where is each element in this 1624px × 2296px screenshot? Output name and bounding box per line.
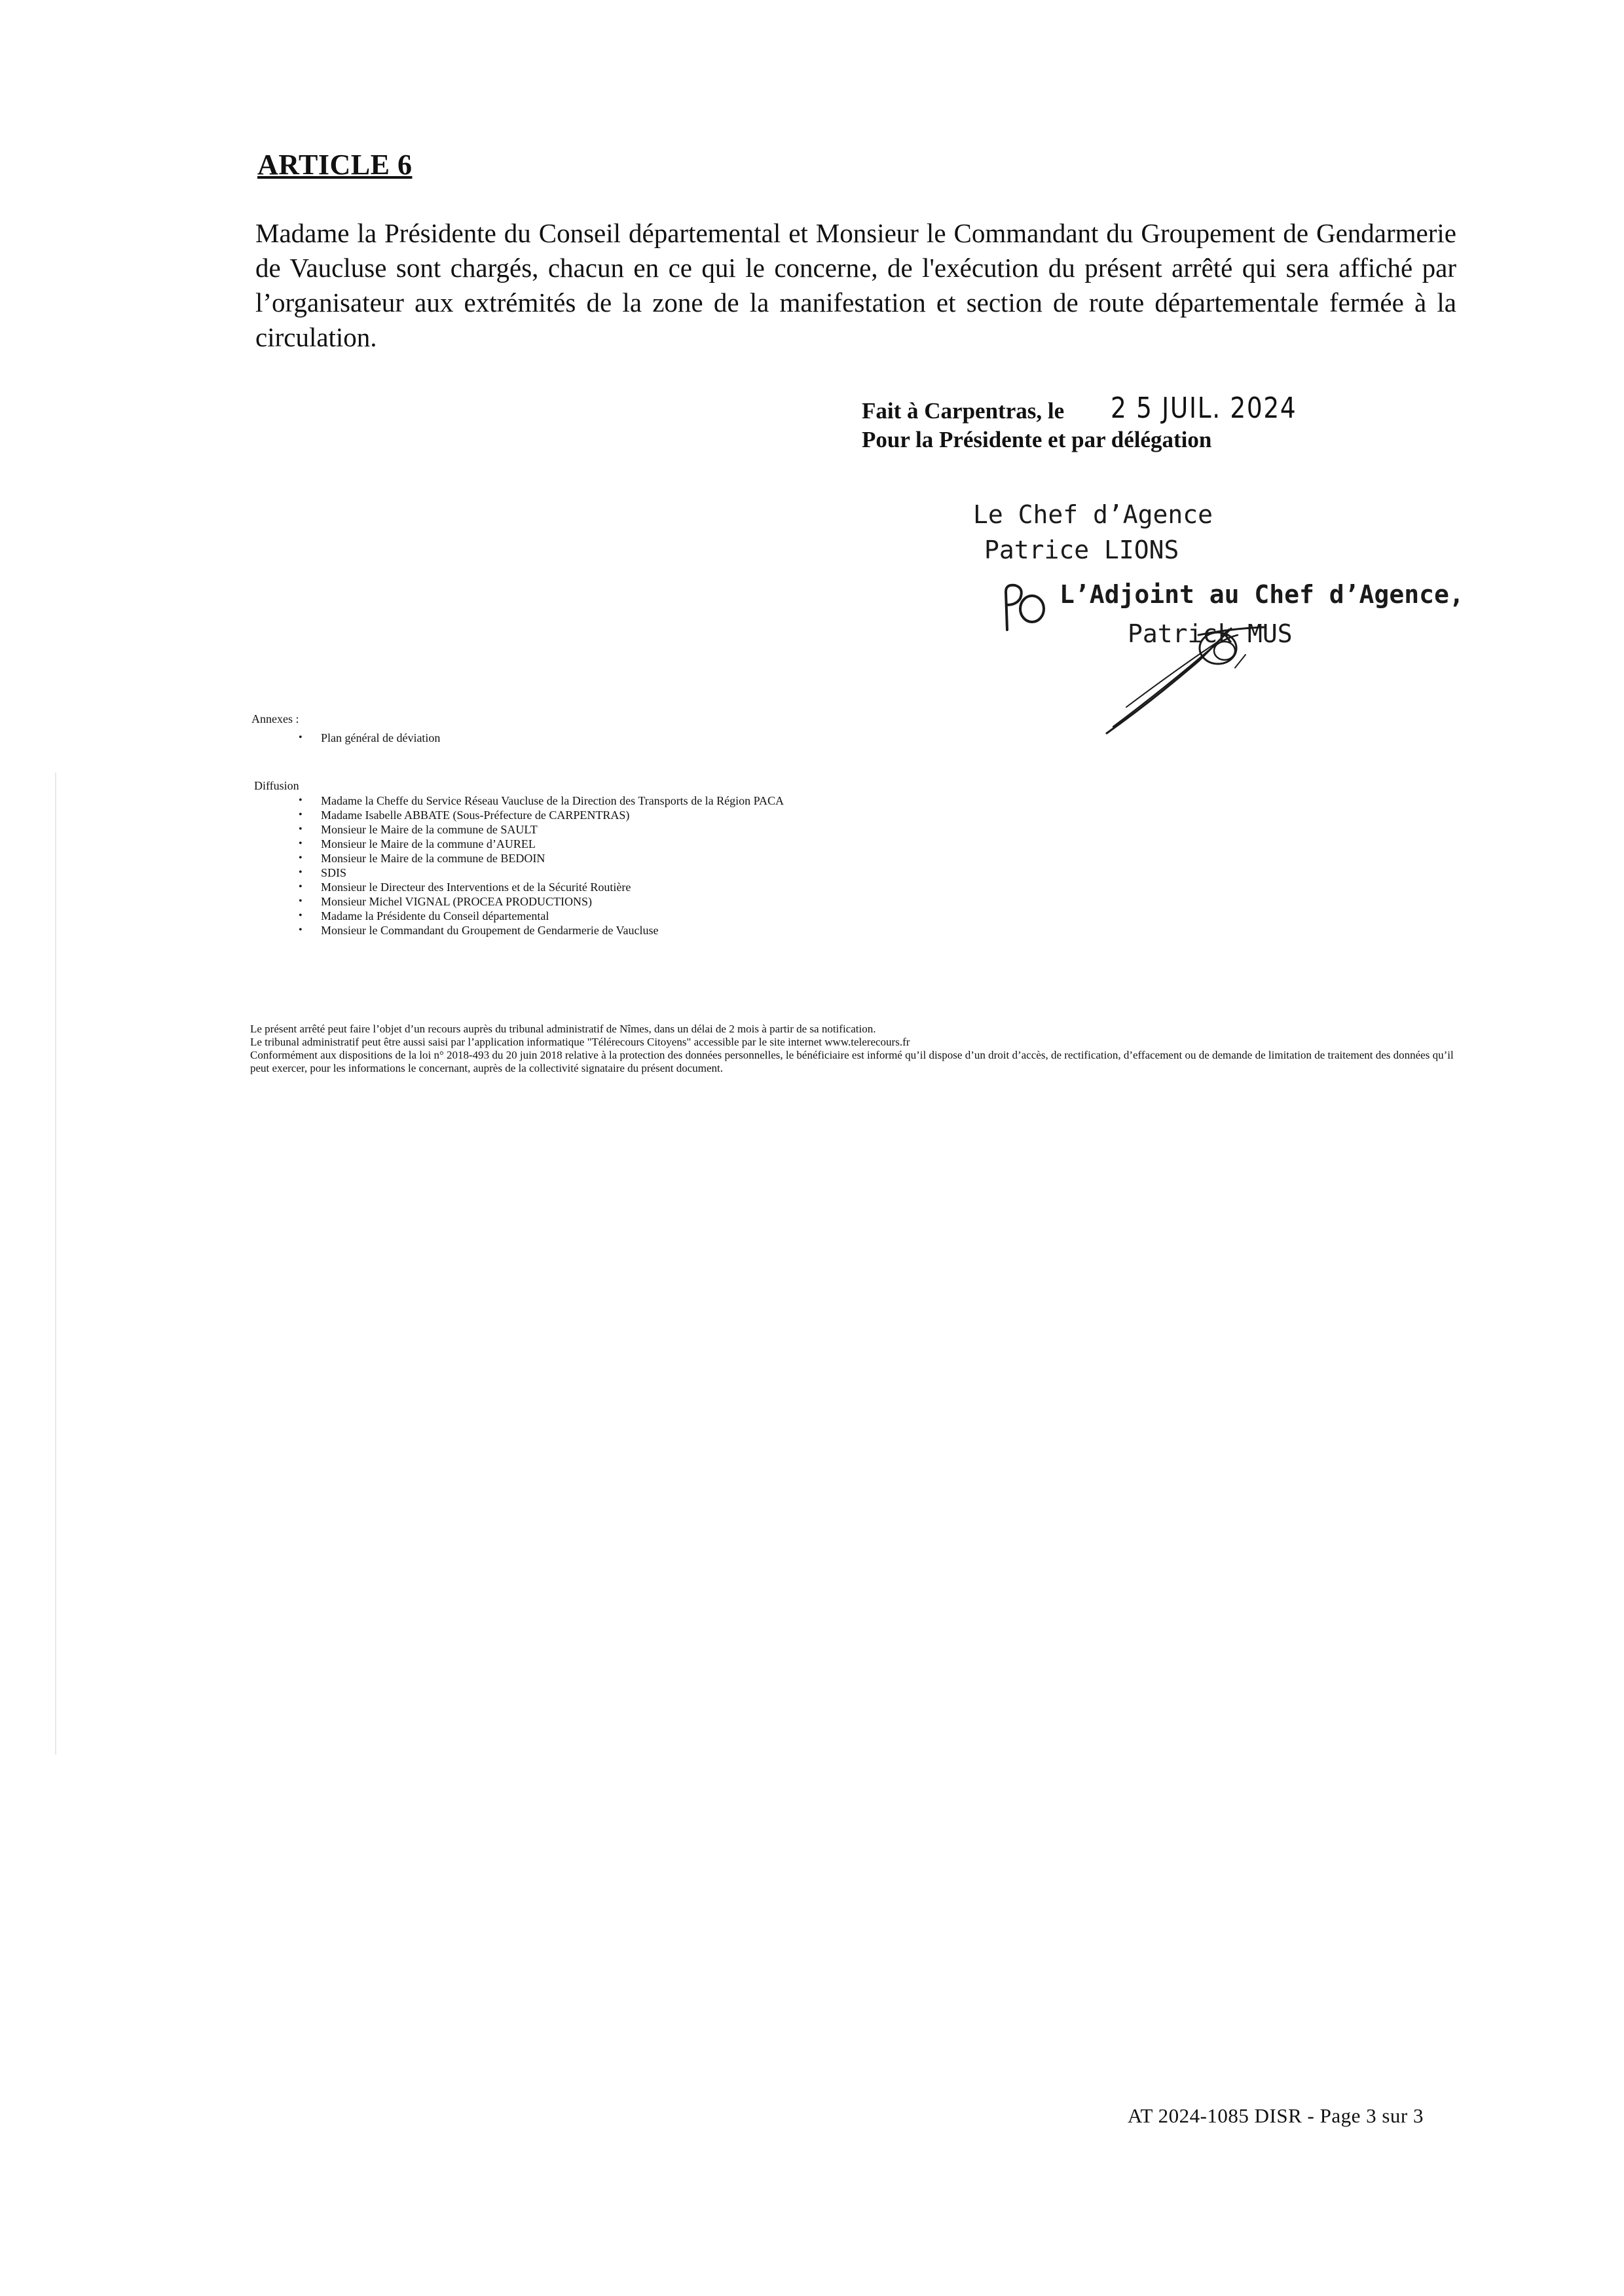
handwritten-po-mark (998, 579, 1050, 638)
list-item: • Monsieur le Maire de la commune d’AUREL (296, 837, 784, 851)
legal-note: Le tribunal administratif peut être aussi saisi par l’application informatique "Télérecours Citoyens" accessible par le site internet www.telerecours.fr (250, 1036, 910, 1048)
scan-edge-line (55, 773, 56, 1755)
adjoint-name: Patrick MUS (1128, 619, 1293, 648)
date-stamp: 2 5 JUIL. 2024 (1111, 392, 1297, 425)
legal-note: Conformément aux dispositions de la loi n° 2018-493 du 20 juin 2018 relative à la protection des données personnelles, le bénéficiaire est informé qu’il dispose d’un droit d’accès, de rectification, d’effacement ou de demande de limitation de traitement des données qu’il peut exercer, pour les informations le concernant, auprès de la collectivité signataire du présent document. (250, 1049, 1454, 1074)
list-item: • Madame Isabelle ABBATE (Sous-Préfecture de CARPENTRAS) (296, 808, 784, 822)
list-item: • Madame la Cheffe du Service Réseau Vaucluse de la Direction des Transports de la Région PACA (296, 793, 784, 808)
legal-note: Le présent arrêté peut faire l’objet d’un recours auprès du tribunal administratif de Nîmes, dans un délai de 2 mois à partir de sa notification. (250, 1023, 876, 1035)
stamp-title: Le Chef d’Agence (973, 500, 1213, 529)
list-item: • Monsieur le Maire de la commune de BEDOIN (296, 851, 784, 866)
list-item: • Madame la Présidente du Conseil départemental (296, 909, 784, 923)
article-title: ARTICLE 6 (257, 149, 413, 181)
list-item: • Monsieur le Directeur des Interventions et de la Sécurité Routière (296, 880, 784, 894)
annexes-list (296, 731, 440, 745)
list-item: • Monsieur le Maire de la commune de SAULT (296, 822, 784, 837)
list-item: • Monsieur Michel VIGNAL (PROCEA PRODUCTIONS) (296, 894, 784, 909)
list-item: • Monsieur le Commandant du Groupement de Gendarmerie de Vaucluse (296, 923, 784, 938)
diffusion-list (296, 793, 784, 938)
signed-at-label: Fait à Carpentras, le (862, 398, 1065, 424)
annexes-heading: Annexes : (251, 712, 299, 725)
adjoint-title: L’Adjoint au Chef d’Agence, (1060, 580, 1464, 609)
list-item: • SDIS (296, 866, 784, 880)
delegation-label: Pour la Présidente et par délégation (862, 427, 1212, 452)
page-reference: AT 2024-1085 DISR - Page 3 sur 3 (1128, 2104, 1424, 2127)
list-item: • Plan général de déviation (296, 731, 440, 745)
diffusion-heading: Diffusion (254, 779, 299, 792)
legal-notes (250, 1023, 1468, 1075)
stamp-name: Patrice LIONS (984, 536, 1179, 564)
article-body-paragraph: Madame la Présidente du Conseil départemental et Monsieur le Commandant du Groupement de Gendarmerie de Vaucluse sont chargés, chacun en ce qui le concerne, de l'exécution du présent arrêté qui sera affiché par l’organisateur aux extrémités de la zone de la manifestation et section de route départementale fermée à la circulation. (255, 218, 1456, 352)
handwritten-signature (1100, 609, 1270, 740)
